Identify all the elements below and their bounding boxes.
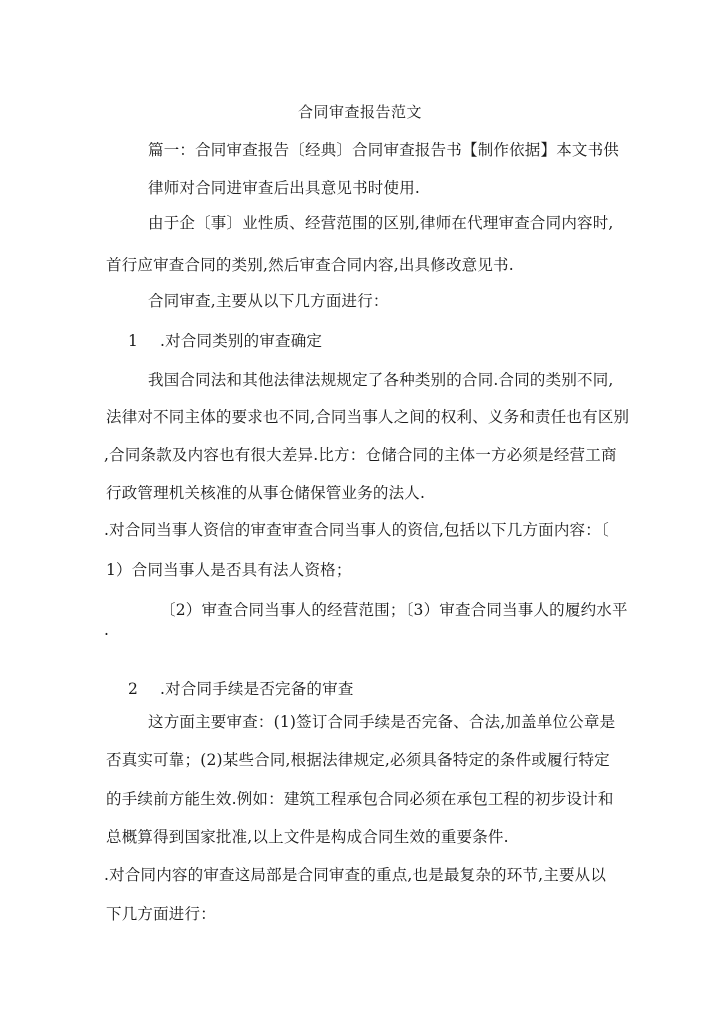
document-title: 合同审查报告范文 <box>298 103 423 121</box>
paragraph-line: .对合同当事人资信的审查审查合同当事人的资信,包括以下几方面内容：〔 <box>104 521 609 539</box>
paragraph-line: 下几方面进行： <box>106 905 216 923</box>
paragraph-line: .对合同内容的审查这局部是合同审查的重点,也是最复杂的环节,主要从以 <box>104 866 607 884</box>
paragraph-line: 行政管理机关核准的从事仓储保管业务的法人. <box>106 484 426 502</box>
paragraph-line: 法律对不同主体的要求也不同,合同当事人之间的权利、义务和责任也有区别 <box>106 408 630 426</box>
paragraph-line: 〔2）审查合同当事人的经营范围；〔3）审查合同当事人的履约水平 <box>160 601 628 619</box>
paragraph-line: 篇一：合同审查报告〔经典〕合同审查报告书【制作依据】本文书供 <box>148 141 620 159</box>
paragraph-line: 否真实可靠；(2)某些合同,根据法律规定,必须具备特定的条件或履行特定 <box>106 751 610 769</box>
section-number: 2 <box>128 680 138 698</box>
paragraph-line: 律师对合同进审查后出具意见书时使用. <box>148 179 421 197</box>
section-heading: .对合同类别的审查确定 <box>160 332 323 350</box>
paragraph-line: 我国合同法和其他法律法规规定了各种类别的合同.合同的类别不同, <box>148 371 614 389</box>
paragraph-line: 合同审查,主要从以下几方面进行： <box>148 292 389 310</box>
section-heading: .对合同手续是否完备的审查 <box>160 680 354 698</box>
paragraph-line: 的手续前方能生效.例如：建筑工程承包合同必须在承包工程的初步设计和 <box>106 790 614 808</box>
paragraph-line: 总概算得到国家批准,以上文件是构成合同生效的重要条件. <box>106 828 509 846</box>
paragraph-line: . <box>104 621 110 639</box>
section-number: 1 <box>128 332 138 350</box>
paragraph-line: 首行应审查合同的类别,然后审查合同内容,出具修改意见书. <box>106 256 514 274</box>
paragraph-line: 1）合同当事人是否具有法人资格； <box>106 561 352 579</box>
paragraph-line: 由于企〔事〕业性质、经营范围的区别,律师在代理审查合同内容时, <box>148 214 614 232</box>
paragraph-line: 这方面主要审查：(1)签订合同手续是否完备、合法,加盖单位公章是 <box>148 713 616 731</box>
paragraph-line: ,合同条款及内容也有很大差异.比方：仓储合同的主体一方必须是经营工商 <box>104 446 617 464</box>
